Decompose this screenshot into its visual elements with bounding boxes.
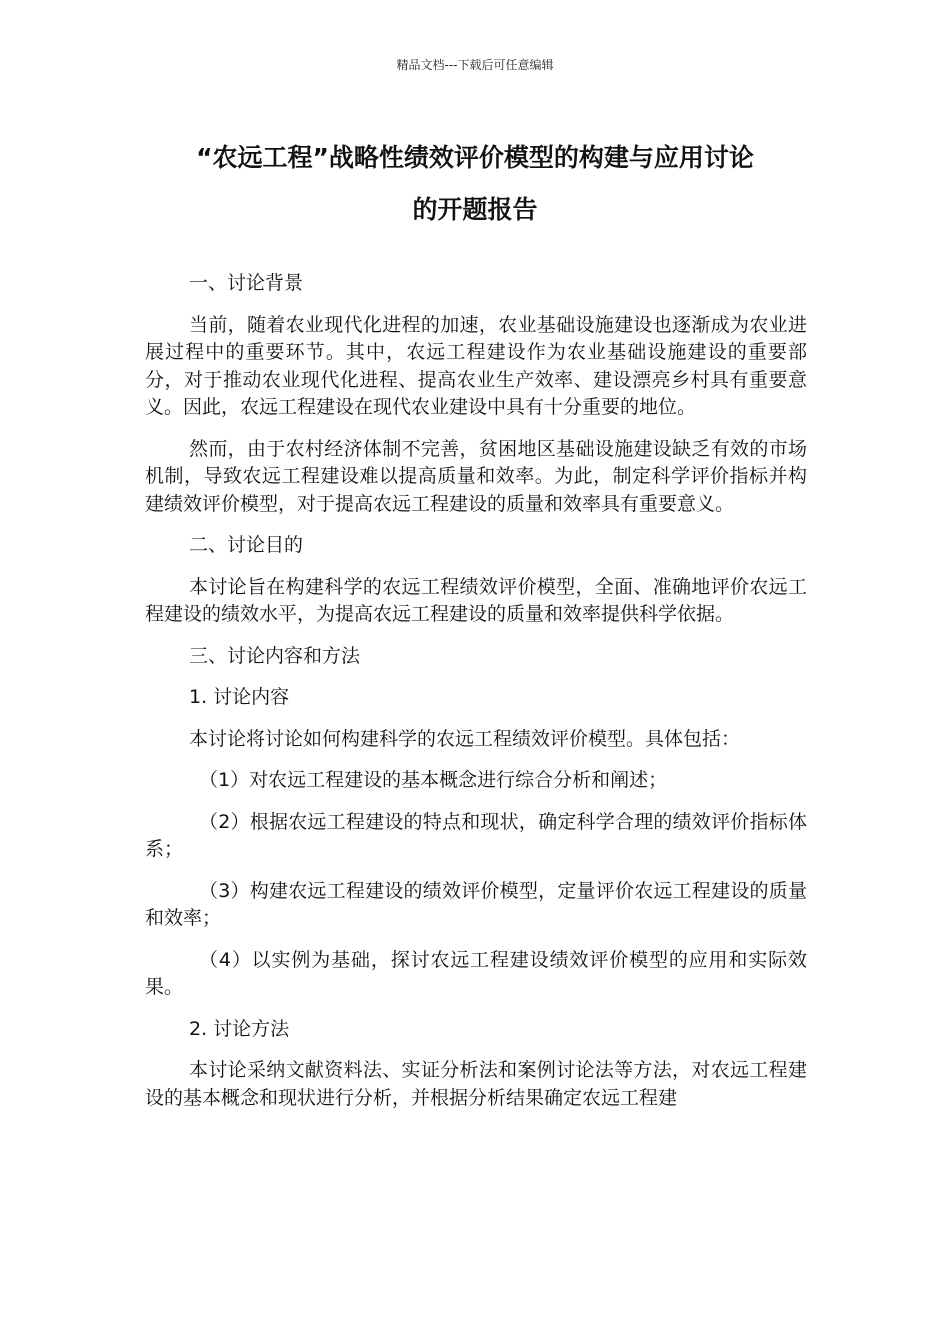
- paragraph: 本讨论将讨论如何构建科学的农远工程绩效评价模型。具体包括：: [189, 727, 741, 750]
- subsection-heading-content: 1. 讨论内容: [189, 686, 290, 708]
- document-title-line-1: “农远工程”战略性绩效评价模型的构建与应用讨论: [196, 143, 754, 172]
- section-heading-background: 一、讨论背景: [189, 272, 304, 294]
- list-item: （1）对农远工程建设的基本概念进行综合分析和阐述；: [199, 769, 668, 791]
- list-item: （4）以实例为基础，探讨农远工程建设绩效评价模型的应用和实际效果。: [145, 948, 807, 998]
- subsection-heading-method: 2. 讨论方法: [189, 1017, 290, 1040]
- paragraph: 然而，由于农村经济体制不完善，贫困地区基础设施建设缺乏有效的市场机制，导致农远工程建设难以提高质量和效率。为此，制定科学评价指标并构建绩效评价模型，对于提高农远工程建设的质量和效率具有重要意义。: [145, 437, 807, 515]
- paragraph: 当前，随着农业现代化进程的加速，农业基础设施建设也逐渐成为农业进展过程中的重要环节。其中，农远工程建设作为农业基础设施建设的重要部分，对于推动农业现代化进程、提高农业生产效率、建设漂亮乡村具有重要意义。因此，农远工程建设在现代农业建设中具有十分重要的地位。: [145, 313, 807, 418]
- list-item: （2）根据农远工程建设的特点和现状，确定科学合理的绩效评价指标体系；: [145, 810, 807, 860]
- page-header-watermark: 精品文档---下载后可任意编辑: [396, 58, 554, 72]
- section-heading-content-method: 三、讨论内容和方法: [189, 644, 361, 667]
- document-body: [145, 270, 807, 1126]
- list-item: （3）构建农远工程建设的绩效评价模型，定量评价农远工程建设的质量和效率；: [145, 879, 807, 929]
- paragraph: 本讨论旨在构建科学的农远工程绩效评价模型，全面、准确地评价农远工程建设的绩效水平，为提高农远工程建设的质量和效率提供科学依据。: [145, 575, 807, 625]
- document-title: [145, 132, 805, 236]
- document-title-line-2: 的开题报告: [412, 195, 538, 224]
- section-heading-purpose: 二、讨论目的: [189, 534, 304, 556]
- paragraph: 本讨论采纳文献资料法、实证分析法和案例讨论法等方法，对农远工程建设的基本概念和现状进行分析，并根据分析结果确定农远工程建: [145, 1059, 807, 1109]
